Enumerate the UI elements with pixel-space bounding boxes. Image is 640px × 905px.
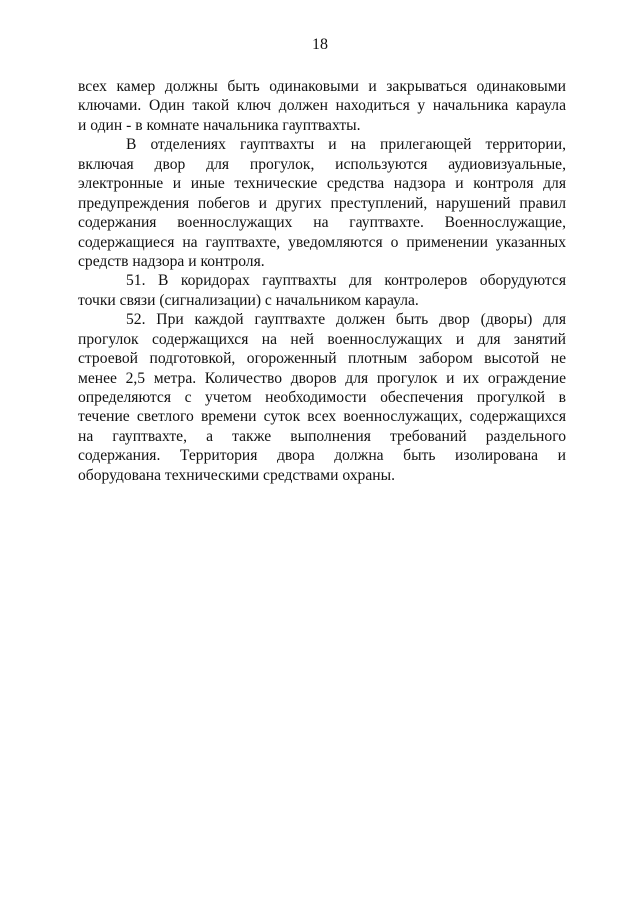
- text-line: определяются с учетом необходимости обеспечения прогулкой в: [78, 389, 566, 406]
- text-line: содержания военнослужащих на гауптвахте. Военнослужащие,: [78, 214, 566, 232]
- text-line: оборудована техническими средствами охраны.: [78, 466, 395, 484]
- text-line: содержащиеся на гауптвахте, уведомляются о применении указанных: [78, 233, 566, 251]
- text-line: В отделениях гауптвахты и на прилегающей территории,: [126, 136, 566, 154]
- text-line: на гауптвахте, а также выполнения требований раздельного: [78, 427, 566, 445]
- text-line: 51. В коридорах гауптвахты для контролеров оборудуются: [126, 272, 566, 290]
- paragraph: [78, 310, 566, 485]
- text-line: содержания. Территория двора должна быть изолирована и: [78, 447, 566, 465]
- text-line: всех камер должны быть одинаковыми и закрываться одинаковыми: [78, 78, 566, 95]
- text-line: менее 2,5 метра. Количество дворов для прогулок и их ограждение: [78, 369, 566, 387]
- text-line: средств надзора и контроля.: [78, 252, 265, 270]
- paragraph: [78, 271, 566, 310]
- text-line: электронные и иные технические средства надзора и контроля для: [78, 175, 566, 193]
- text-line: течение светлого времени суток всех военнослужащих, содержащихся: [78, 408, 566, 426]
- text-line: предупреждения побегов и других преступлений, нарушений правил: [78, 194, 566, 212]
- text-line: и один - в комнате начальника гауптвахты.: [78, 116, 361, 134]
- paragraph: [78, 77, 566, 135]
- text-line: точки связи (сигнализации) с начальником караула.: [78, 291, 419, 309]
- paragraph: [78, 135, 566, 271]
- text-line: включая двор для прогулок, используются аудиовизуальные,: [78, 155, 566, 173]
- text-line: прогулок содержащихся на ней военнослужащих и для занятий: [78, 330, 566, 348]
- text-line: строевой подготовкой, огороженный плотным забором высотой не: [78, 350, 566, 368]
- document-body: [78, 77, 566, 485]
- page-number: 18: [312, 36, 328, 53]
- text-line: ключами. Один такой ключ должен находиться у начальника караула: [78, 97, 566, 115]
- text-line: 52. При каждой гауптвахте должен быть двор (дворы) для: [126, 311, 566, 329]
